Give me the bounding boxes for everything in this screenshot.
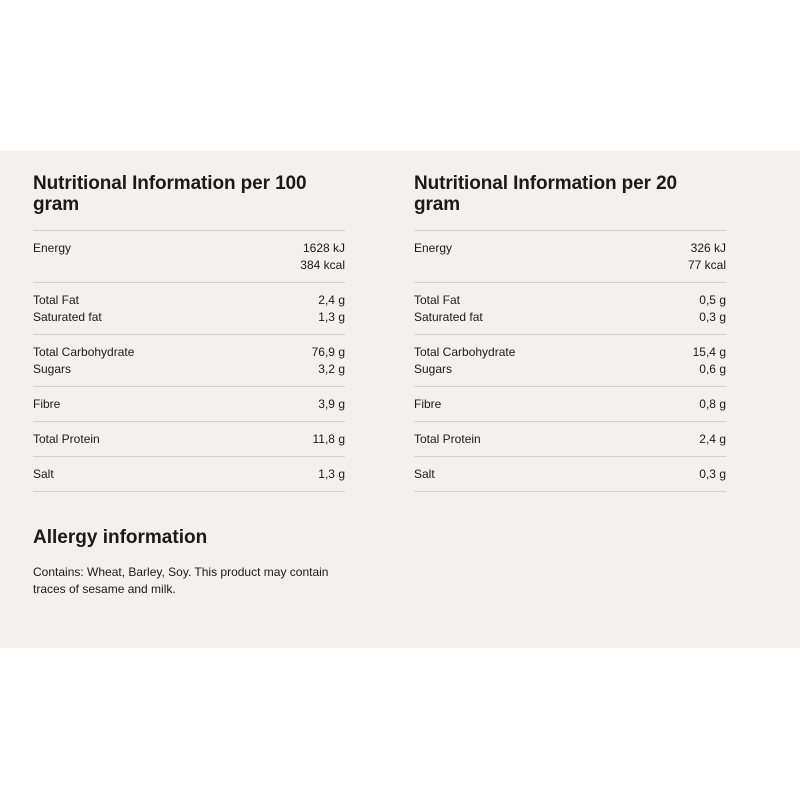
row-value: 15,4 g (692, 345, 726, 359)
nutrition-table-20g (414, 230, 726, 492)
row-value: 1,3 g (318, 310, 345, 324)
row-label: Salt (414, 467, 435, 481)
table-row (414, 344, 726, 361)
row-label: Energy (33, 241, 72, 255)
salt-group (414, 457, 726, 492)
row-label: Total Carbohydrate (33, 345, 135, 359)
row-value: 0,5 g (699, 293, 726, 307)
row-value: 76,9 g (311, 345, 345, 359)
allergy-title: Allergy information (33, 527, 208, 548)
row-label: Total Fat (414, 293, 461, 307)
carbohydrate-group (33, 335, 345, 387)
table-row (33, 292, 345, 309)
row-value: 326 kJ (690, 241, 726, 255)
allergy-text: Contains: Wheat, Barley, Soy. This product may contain traces of sesame and milk. (33, 565, 329, 596)
table-row (414, 431, 726, 448)
fat-group (414, 283, 726, 335)
fibre-group (414, 387, 726, 422)
row-value: 0,3 g (699, 467, 726, 481)
row-label: Fibre (33, 397, 61, 411)
row-value: 3,2 g (318, 362, 345, 376)
row-label: Saturated fat (414, 310, 483, 324)
row-label: Total Carbohydrate (414, 345, 516, 359)
row-label: Fibre (414, 397, 442, 411)
row-value: 2,4 g (699, 432, 726, 446)
nutrition-table-100g (33, 230, 345, 492)
nutrition-panel (0, 151, 800, 648)
protein-group (33, 422, 345, 457)
nutrition-title-100g: Nutritional Information per 100 gram (33, 173, 307, 215)
table-row (33, 240, 345, 257)
energy-group (414, 231, 726, 283)
table-row (33, 466, 345, 483)
table-row (33, 344, 345, 361)
row-label: Salt (33, 467, 54, 481)
row-label: Sugars (33, 362, 72, 376)
table-row (33, 431, 345, 448)
salt-group (33, 457, 345, 492)
table-row (33, 257, 345, 274)
row-value: 2,4 g (318, 293, 345, 307)
nutrition-per-100g (33, 173, 345, 492)
nutrition-per-20g (414, 173, 726, 492)
row-label: Total Protein (33, 432, 100, 446)
nutrition-title-20g: Nutritional Information per 20 gram (414, 173, 678, 215)
table-row (414, 361, 726, 378)
row-label: Total Protein (414, 432, 481, 446)
row-value: 1,3 g (318, 467, 345, 481)
table-row (414, 466, 726, 483)
row-label: Sugars (414, 362, 453, 376)
protein-group (414, 422, 726, 457)
table-row (414, 240, 726, 257)
row-value: 384 kcal (300, 258, 345, 272)
row-value: 11,8 g (312, 432, 345, 446)
table-row (414, 292, 726, 309)
row-label: Saturated fat (33, 310, 102, 324)
table-row (414, 257, 726, 274)
carbohydrate-group (414, 335, 726, 387)
energy-group (33, 231, 345, 283)
table-row (33, 309, 345, 326)
row-label: Total Fat (33, 293, 80, 307)
table-row (414, 309, 726, 326)
allergy-section (33, 526, 353, 598)
row-value: 3,9 g (318, 397, 345, 411)
fat-group (33, 283, 345, 335)
row-value: 77 kcal (687, 258, 726, 272)
row-label: Energy (414, 241, 453, 255)
table-row (414, 396, 726, 413)
table-row (33, 396, 345, 413)
row-value: 0,3 g (699, 310, 726, 324)
fibre-group (33, 387, 345, 422)
table-row (33, 361, 345, 378)
row-value: 0,6 g (699, 362, 726, 376)
row-value: 1628 kJ (302, 241, 345, 255)
row-value: 0,8 g (699, 397, 726, 411)
